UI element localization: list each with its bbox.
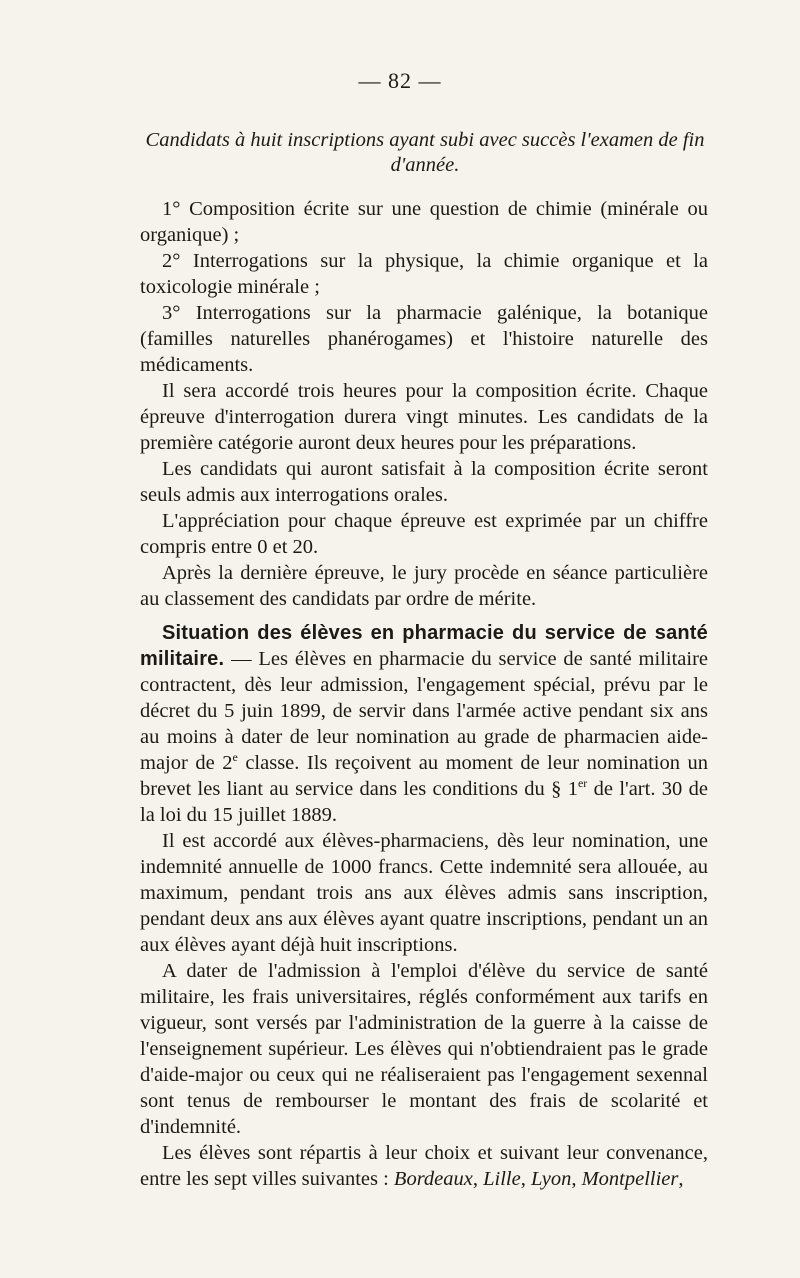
intro-sup-b: er (577, 776, 588, 791)
duration-paragraph: Il sera accordé trois heures pour la composition écrite. Chaque épreuve d'interrogation durera vingt minutes. Les candidats de la première catégorie auront deux heures pour les préparations. (140, 380, 708, 454)
section-intro-paragraph (140, 620, 708, 828)
page-number: — 82 — (358, 68, 442, 93)
exam-block (140, 196, 708, 612)
intro-text-b: classe. Ils reçoivent au moment de leur nomination un brevet les liant au service dans les conditions du § 1 (140, 752, 708, 800)
cities-trailing: , (678, 1168, 684, 1190)
intro-sup-a: e (232, 750, 238, 765)
city-lyon: Lyon (530, 1168, 572, 1190)
ranking-paragraph: Après la dernière épreuve, le jury procède en séance particulière au classement des candidats par ordre de mérite. (140, 562, 708, 610)
exam-item-2: 2° Interrogations sur la physique, la chimie organique et la toxicologie minérale ; (140, 250, 708, 298)
city-lille: Lille (483, 1168, 521, 1190)
city-montpellier: Montpellier (581, 1168, 679, 1190)
fees-paragraph: A dater de l'admission à l'emploi d'élève du service de santé militaire, les frais universitaires, réglés conformément aux tarifs en vigueur, sont versés par l'administration de la guerre à la caisse de l'enseignement supérieur. Les élèves qui n'obtiendraient pas le grade d'aide-major ou ceux qui ne réaliseraient pas l'engagement sexennal sont tenus de rembourser le montant des frais de scolarité et d'indemnité. (140, 960, 708, 1138)
exam-item-1: 1° Composition écrite sur une question de chimie (minérale ou organique) ; (140, 198, 708, 246)
admission-paragraph: Les candidats qui auront satisfait à la composition écrite seront seuls admis aux interrogations orales. (140, 458, 708, 506)
grading-paragraph: L'appréciation pour chaque épreuve est exprimée par un chiffre compris entre 0 et 20. (140, 510, 708, 558)
intro-text-a: — Les élèves en pharmacie du service de santé militaire contractent, dès leur admission, l'engagement spécial, prévu par le décret du 5 juin 1899, de servir dans l'armée active pendant six ans au moins à dater de leur nomination au grade de pharmacien aide-major de 2 (140, 648, 708, 774)
intro-text-c: de l'art. 30 de la loi du 15 juillet 1889. (140, 778, 708, 826)
cities-paragraph: Les élèves sont répartis à leur choix et suivant leur convenance, entre les sept villes suivantes : Bordeaux, Lille, Lyon, Montpellier, (140, 1142, 708, 1190)
section-title: Situation des élèves en pharmacie du service de santé militaire. (140, 622, 708, 670)
pharmacy-section (140, 620, 708, 1192)
section-heading: Candidats à huit inscriptions ayant subi avec succès l'examen de fin d'année. (145, 129, 705, 176)
city-bordeaux: Bordeaux (393, 1168, 473, 1190)
indemnity-paragraph: Il est accordé aux élèves-pharmaciens, dès leur nomination, une indemnité annuelle de 1000 francs. Cette indemnité sera allouée, au maximum, pendant trois ans aux élèves admis sans inscription, pendant deux ans aux élèves ayant quatre inscriptions, pendant un an aux élèves ayant déjà huit inscriptions. (140, 830, 708, 956)
exam-item-3: 3° Interrogations sur la pharmacie galénique, la botanique (familles naturelles phanérogames) et l'histoire naturelle des médicaments. (140, 302, 708, 376)
cities-intro: Les élèves sont répartis à leur choix et suivant leur convenance, entre les sept villes suivantes : (140, 1142, 708, 1190)
